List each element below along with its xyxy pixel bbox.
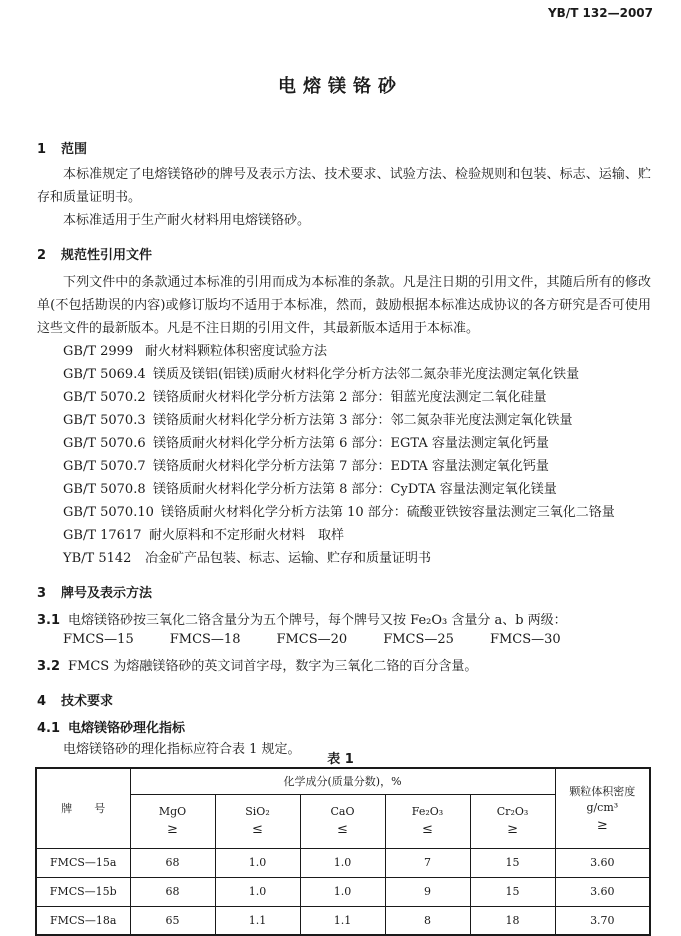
reference-title: 镁铬质耐火材料化学分析方法第 10 部分：硫酸亚铁铵容量法测定三氧化二铬量 — [161, 505, 615, 520]
brand-code: FMCS—18 — [169, 632, 241, 647]
col-header-sio2 — [215, 794, 300, 848]
brand-code: FMCS—15 — [63, 632, 134, 647]
density-symbol: ≥ — [596, 818, 608, 834]
table-caption: 表 1 — [327, 752, 354, 767]
clause-3-2 — [37, 655, 477, 674]
cell-cr2o3: 18 — [470, 906, 555, 935]
reference-item — [63, 432, 549, 451]
reference-item — [63, 340, 327, 359]
col-symbol: ≥ — [167, 822, 178, 837]
cell-cr2o3: 15 — [470, 877, 555, 906]
section-1-heading — [37, 138, 87, 157]
col-name: SiO₂ — [245, 805, 270, 818]
col-header-fe2o3 — [385, 794, 470, 848]
cell-fe2o3: 8 — [385, 906, 470, 935]
reference-code: GB/T 5070.7 — [63, 459, 146, 474]
reference-title: 镁质及镁铝(铝镁)质耐火材料化学分析方法邻二氮杂菲光度法测定氧化铁量 — [153, 367, 580, 382]
clause-number: 4.1 — [37, 721, 61, 736]
clause-number: 3.2 — [37, 659, 61, 674]
section-number: 1 — [37, 142, 47, 157]
reference-title: 耐火原料和不定形耐火材料 取样 — [149, 528, 345, 543]
col-header-chemical: 化学成分(质量分数)，% — [130, 768, 555, 794]
cell-cao: 1.0 — [300, 877, 385, 906]
reference-title: 镁铬质耐火材料化学分析方法第 7 部分：EDTA 容量法测定氧化钙量 — [153, 459, 549, 474]
brand-code: FMCS—30 — [489, 632, 561, 647]
cell-sio2: 1.1 — [215, 906, 300, 935]
col-header-cao — [300, 794, 385, 848]
section-4-heading — [37, 690, 113, 709]
section-title: 牌号及表示方法 — [61, 586, 153, 601]
section-2-heading — [37, 244, 152, 263]
clause-4-1-heading — [37, 717, 185, 736]
cell-fe2o3: 7 — [385, 848, 470, 877]
reference-code: GB/T 2999 — [63, 344, 134, 359]
clause-title: 电熔镁铬砂理化指标 — [68, 721, 186, 736]
col-header-mgo — [130, 794, 215, 848]
col-symbol: ≥ — [507, 822, 518, 837]
standard-code: YB/T 132—2007 — [547, 6, 653, 20]
spec-table — [35, 767, 651, 936]
col-symbol: ≤ — [252, 822, 263, 837]
density-unit: g/cm³ — [586, 801, 619, 815]
reference-item — [63, 386, 547, 405]
clause-4-1-text: 电熔镁铬砂的理化指标应符合表 1 规定。 — [63, 742, 301, 757]
cell-fe2o3: 9 — [385, 877, 470, 906]
col-name: MgO — [158, 805, 187, 818]
reference-title: 镁铬质耐火材料化学分析方法第 3 部分：邻二氮杂菲光度法测定氧化铁量 — [153, 413, 573, 428]
reference-item — [63, 409, 573, 428]
reference-code: GB/T 5069.4 — [63, 367, 146, 382]
clause-3-1 — [37, 609, 567, 628]
section-number: 3 — [37, 586, 47, 601]
col-header-brand: 牌号 — [36, 768, 130, 848]
reference-code: GB/T 5070.8 — [63, 482, 146, 497]
cell-mgo: 68 — [130, 848, 215, 877]
reference-item — [63, 547, 431, 566]
clause-text: FMCS 为熔融镁铬砂的英文词首字母，数字为三氧化二铬的百分含量。 — [68, 659, 478, 674]
reference-code: GB/T 17617 — [63, 528, 142, 543]
cell-cao: 1.0 — [300, 848, 385, 877]
reference-code: GB/T 5070.2 — [63, 390, 146, 405]
cell-brand: FMCS—15a — [36, 848, 130, 877]
reference-item — [63, 501, 615, 520]
col-header-density — [555, 768, 650, 848]
reference-title: 镁铬质耐火材料化学分析方法第 6 部分：EGTA 容量法测定氧化钙量 — [153, 436, 549, 451]
cell-brand: FMCS—18a — [36, 906, 130, 935]
clause-number: 3.1 — [37, 613, 61, 628]
cell-sio2: 1.0 — [215, 848, 300, 877]
col-name: CaO — [330, 805, 355, 818]
col-header-cr2o3 — [470, 794, 555, 848]
reference-title: 镁铬质耐火材料化学分析方法第 8 部分：CyDTA 容量法测定氧化镁量 — [153, 482, 557, 497]
cell-density: 3.70 — [555, 906, 650, 935]
reference-item — [63, 524, 344, 543]
density-label: 颗粒体积密度 — [569, 785, 636, 799]
reference-code: GB/T 5070.3 — [63, 413, 146, 428]
table-row — [36, 906, 650, 935]
cell-cr2o3: 15 — [470, 848, 555, 877]
reference-title: 耐火材料颗粒体积密度试验方法 — [145, 344, 328, 359]
section-title: 范围 — [61, 142, 88, 157]
brand-code: FMCS—25 — [383, 632, 454, 647]
cell-density: 3.60 — [555, 877, 650, 906]
col-name: Cr₂O₃ — [496, 805, 529, 818]
cell-mgo: 68 — [130, 877, 215, 906]
scope-paragraph-2: 本标准适用于生产耐火材料用电熔镁铬砂。 — [63, 213, 311, 228]
brand-list — [63, 632, 597, 647]
section-3-heading — [37, 582, 152, 601]
col-name: Fe₂O₃ — [411, 805, 444, 818]
col-symbol: ≤ — [422, 822, 433, 837]
section-title: 规范性引用文件 — [61, 248, 153, 263]
cell-sio2: 1.0 — [215, 877, 300, 906]
reference-code: YB/T 5142 — [63, 551, 132, 566]
section-number: 2 — [37, 248, 47, 263]
cell-density: 3.60 — [555, 848, 650, 877]
table-row — [36, 848, 650, 877]
scope-paragraph-1: 本标准规定了电熔镁铬砂的牌号及表示方法、技术要求、试验方法、检验规则和包装、标志、运输、贮存和质量证明书。 — [37, 167, 651, 205]
col-symbol: ≤ — [337, 822, 348, 837]
cell-brand: FMCS—15b — [36, 877, 130, 906]
normative-intro: 下列文件中的条款通过本标准的引用而成为本标准的条款。凡是注日期的引用文件，其随后所有的修改单(不包括勘误的内容)或修订版均不适用于本标准，然而，鼓励根据本标准达成协议的各方研究是否可使用这些文件的最新版本。凡是不注日期的引用文件，其最新版本适用于本标准。 — [37, 275, 651, 336]
table-row — [36, 877, 650, 906]
reference-title: 镁铬质耐火材料化学分析方法第 2 部分：钼蓝光度法测定二氧化硅量 — [153, 390, 547, 405]
section-title: 技术要求 — [61, 694, 114, 709]
document-title: 电熔镁铬砂 — [278, 76, 403, 97]
reference-code: GB/T 5070.10 — [63, 505, 154, 520]
cell-cao: 1.1 — [300, 906, 385, 935]
brand-code: FMCS—20 — [276, 632, 348, 647]
section-number: 4 — [37, 694, 47, 709]
reference-item — [63, 478, 557, 497]
reference-code: GB/T 5070.6 — [63, 436, 146, 451]
reference-item — [63, 363, 579, 382]
clause-text: 电熔镁铬砂按三氧化二铬含量分为五个牌号，每个牌号又按 Fe₂O₃ 含量分 a、b 两级： — [68, 613, 567, 628]
reference-item — [63, 455, 549, 474]
reference-title: 冶金矿产品包装、标志、运输、贮存和质量证明书 — [145, 551, 432, 566]
cell-mgo: 65 — [130, 906, 215, 935]
